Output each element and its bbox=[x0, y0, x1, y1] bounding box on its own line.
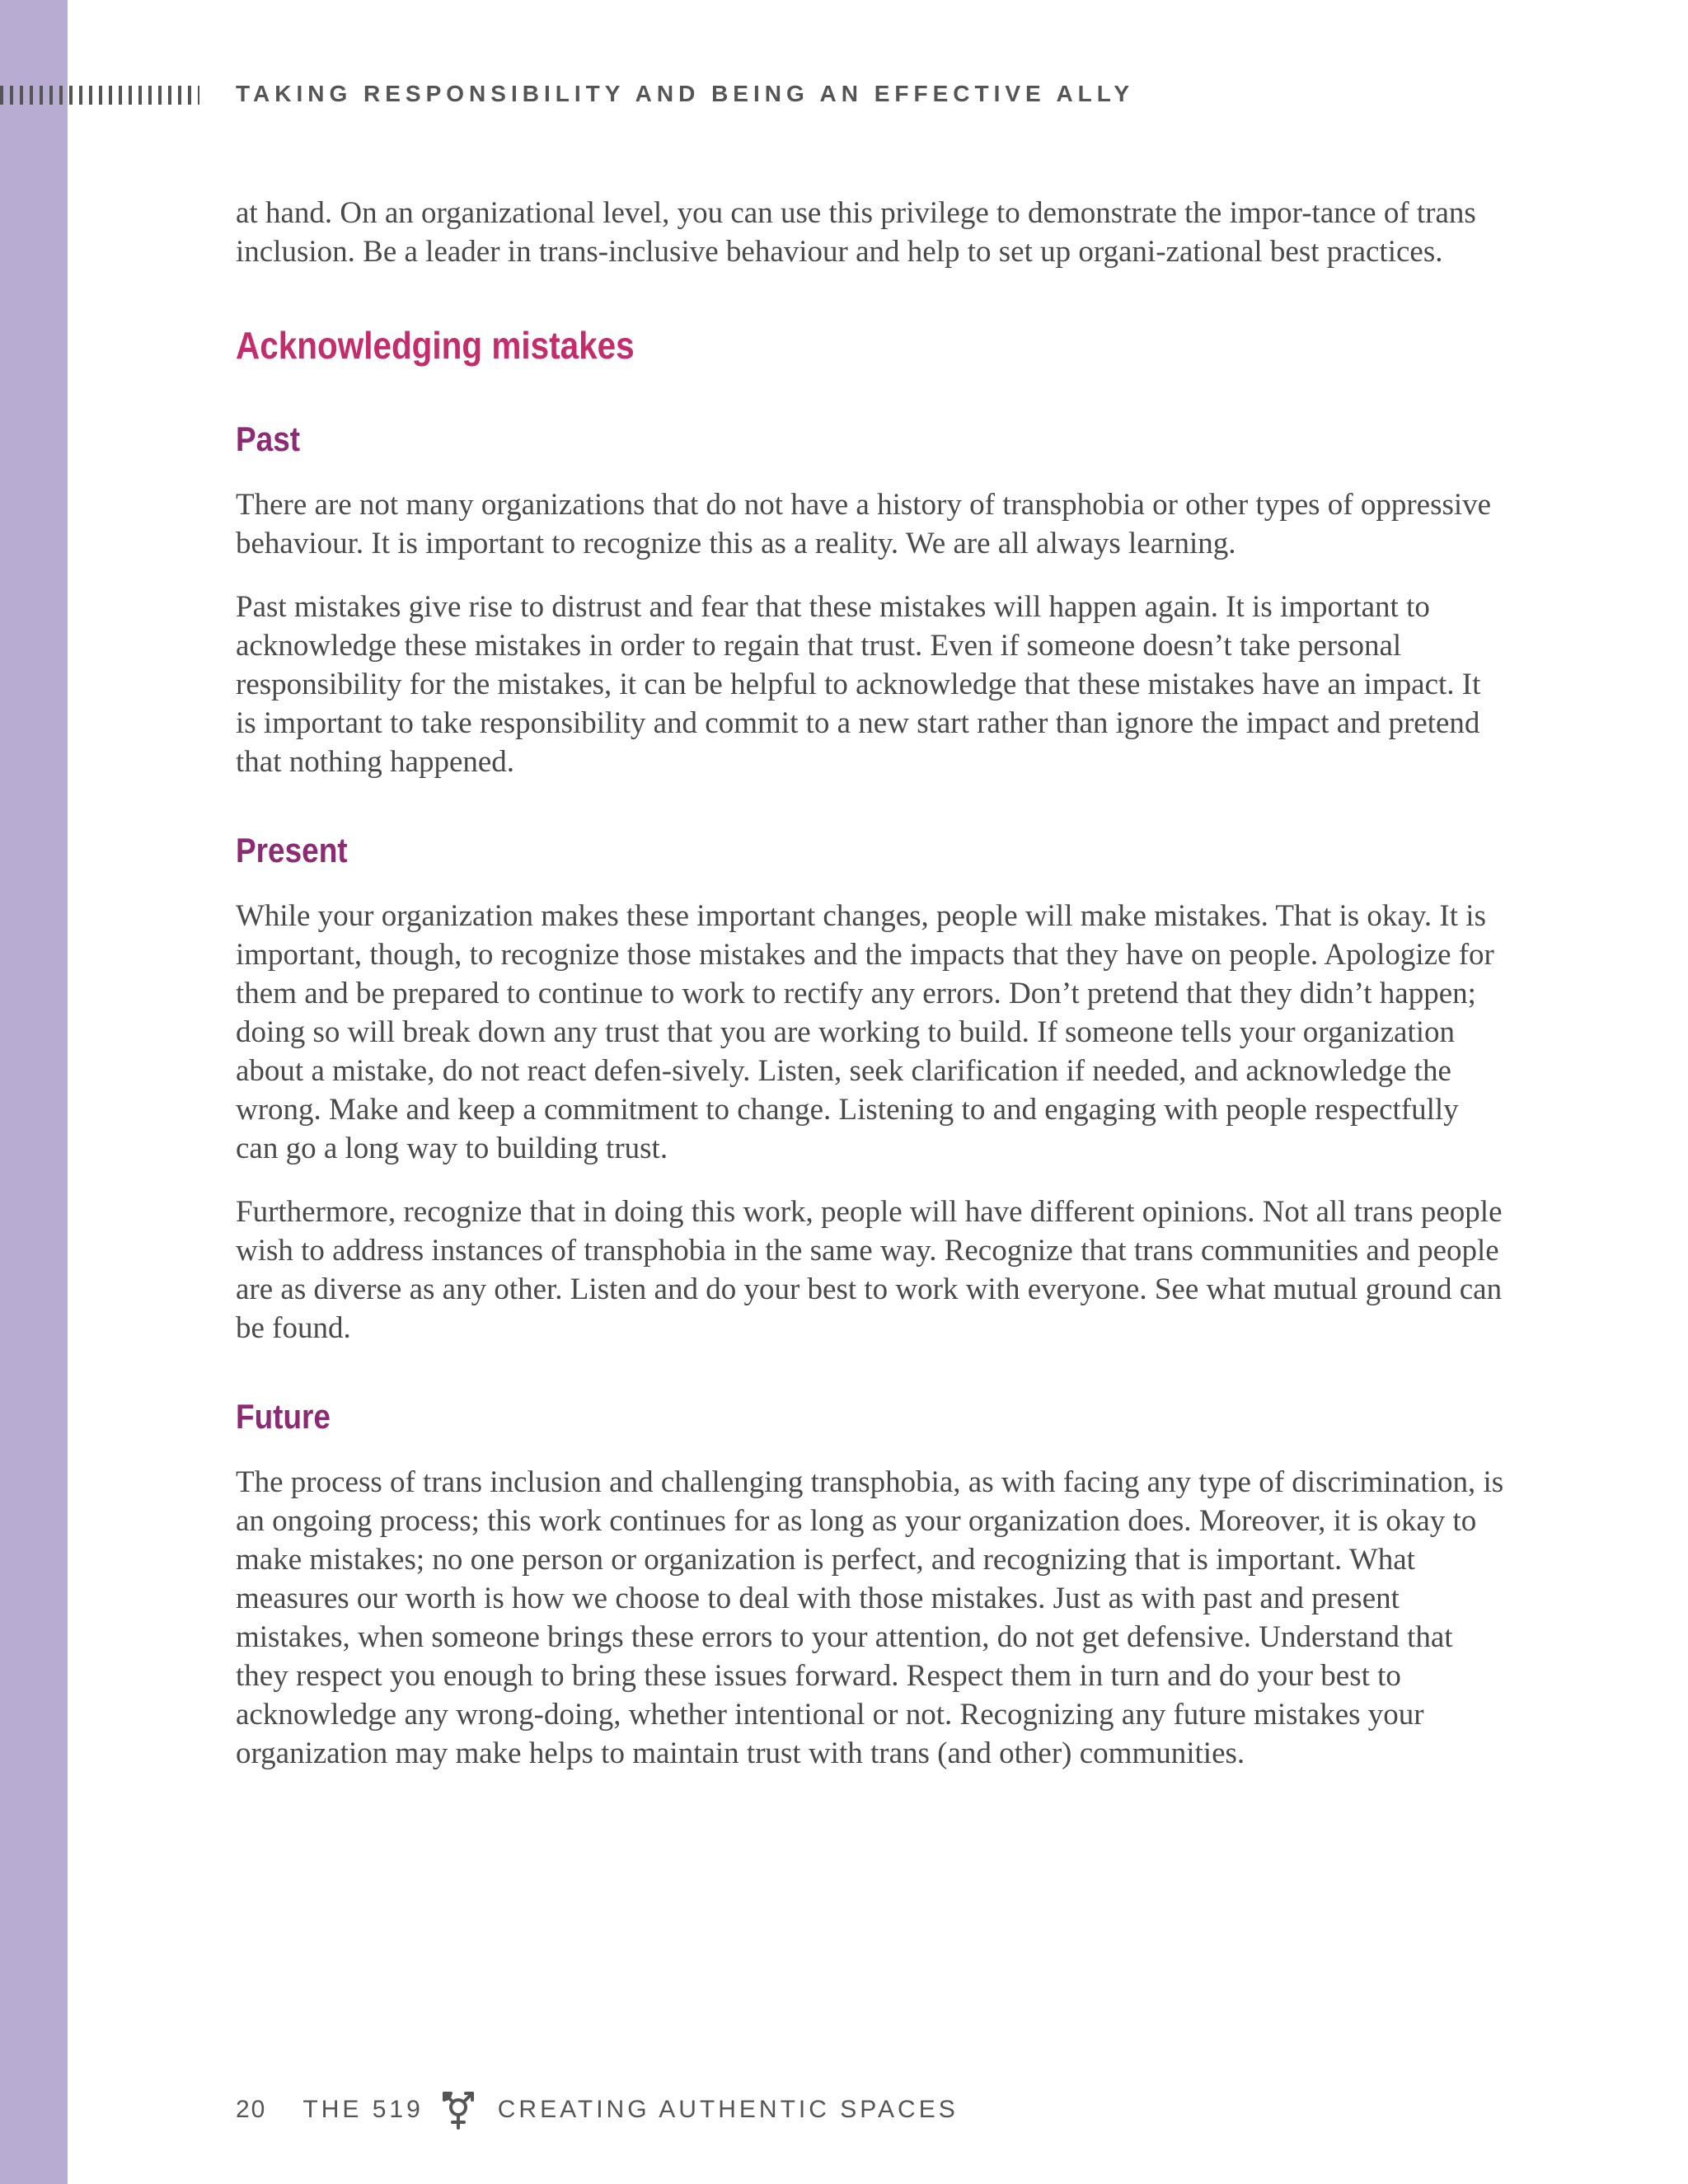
present-paragraph-2: Furthermore, recognize that in doing this work, people will have different opinions. Not all trans people wish to address instances of transphobia in the same way. Recognize that trans communities and people are as diverse as any other. Listen and do your best to work with everyone. See what mutual ground can be found. bbox=[236, 1195, 1503, 1345]
transgender-symbol-icon bbox=[440, 2089, 476, 2130]
running-header: TAKING RESPONSIBILITY AND BEING AN EFFECTIVE ALLY bbox=[236, 81, 1134, 106]
page-footer bbox=[236, 2089, 959, 2130]
past-paragraph-2: Past mistakes give rise to distrust and fear that these mistakes will happen again. It is important to acknowledge these mistakes in order to regain that trust. Even if someone doesn’t take personal responsibility for the mistakes, it can be helpful to acknowledge that these mistakes have an impact. It is important to take responsibility and commit to a new start rather than ignore the impact and pretend that nothing happened. bbox=[236, 590, 1481, 779]
present-heading: Present bbox=[236, 831, 348, 869]
page-content bbox=[236, 194, 1505, 1773]
future-paragraph-1: The process of trans inclusion and challenging transphobia, as with facing any type of discrimination, is an ongoing process; this work continues for as long as your organization does. Moreover, it is okay to make mistakes; no one person or organization is perfect, and recognizing that is important. What measures our worth is how we choose to deal with those mistakes. Just as with past and present mistakes, when someone brings these errors to your attention, do not get defensive. Understand that they respect you enough to bring these issues forward. Respect them in turn and do your best to acknowledge any wrong-doing, whether intentional or not. Recognizing any future mistakes your organization may make helps to maintain trust with trans (and other) communities. bbox=[236, 1465, 1504, 1770]
past-heading: Past bbox=[236, 419, 301, 458]
footer-publication-title: CREATING AUTHENTIC SPACES bbox=[497, 2096, 959, 2123]
present-paragraph-1: While your organization makes these important changes, people will make mistakes. That is okay. It is important, though, to recognize those mistakes and the impacts that they have on people. Apologize for them and be prepared to continue to work to rectify any errors. Don’t pretend that they didn’t happen; doing so will break down any trust that you are working to build. If someone tells your organization about a mistake, do not react defen-sively. Listen, seek clarification if needed, and acknowledge the wrong. Make and keep a commitment to change. Listening to and engaging with people respectfully can go a long way to building trust. bbox=[236, 899, 1494, 1165]
sidebar-accent-bar bbox=[0, 0, 68, 2184]
page-number: 20 bbox=[236, 2096, 267, 2123]
past-paragraph-1: There are not many organizations that do not have a history of transphobia or other types of oppressive behaviour. It is important to recognize this as a reality. We are all always learning. bbox=[236, 488, 1492, 560]
future-heading: Future bbox=[236, 1397, 331, 1436]
header-tick-marks bbox=[0, 86, 199, 105]
footer-org-name: THE 519 bbox=[302, 2096, 424, 2123]
intro-paragraph: at hand. On an organizational level, you can use this privilege to demonstrate the impor-tance of trans inclusion. Be a leader in trans-inclusive behaviour and help to set up organi-zational best practices. bbox=[236, 196, 1476, 269]
section-title: Acknowledging mistakes bbox=[236, 324, 635, 367]
